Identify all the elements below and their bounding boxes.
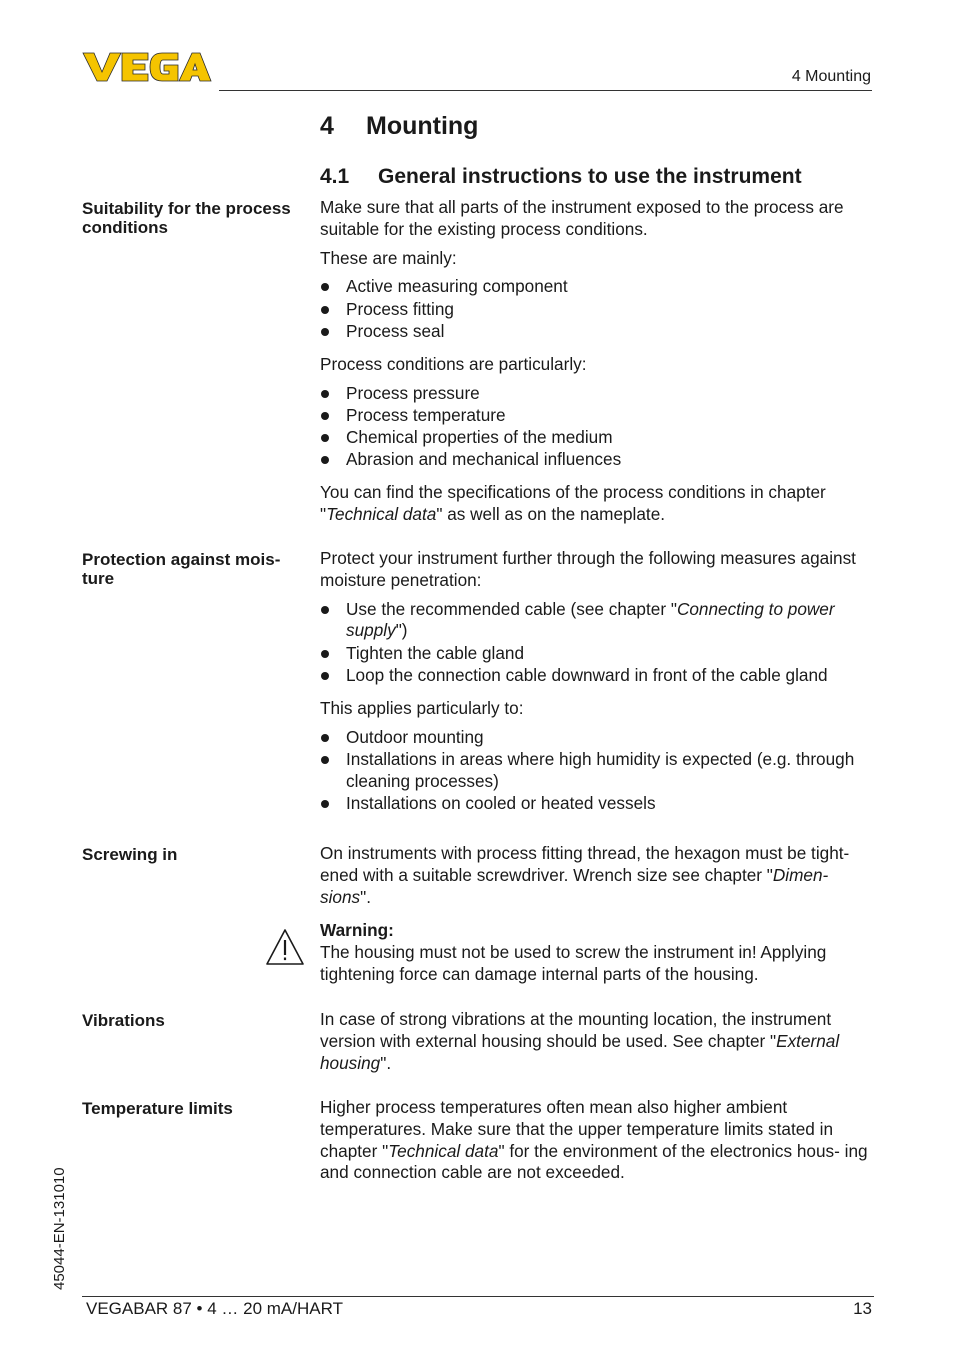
list-item: Process fitting [320,299,880,321]
screwing-block [320,843,880,986]
list-item: Outdoor mounting [320,727,880,749]
applies-label: This applies particularly to: [320,697,524,718]
warning-title: Warning: [320,920,394,941]
moisture-measures-list [320,599,880,687]
list-item: Chemical properties of the medium [320,427,880,449]
side-label-moisture: Protection against mois- ture [82,550,281,588]
chapter-title [320,112,478,141]
side-label-temperature: Temperature limits [82,1099,233,1118]
document-number: 45044-EN-131010 [51,1167,68,1290]
warning-text: The housing must not be used to screw the instrument in! Applying tightening force can damage internal parts of the housing. [320,942,827,984]
suitability-intro: Make sure that all parts of the instrument exposed to the process are suitable for the existing process conditions. [320,197,844,239]
suitability-block [320,197,880,533]
chapter-reference: Technical data [388,1140,499,1161]
list-item: Tighten the cable gland [320,643,880,665]
conditions-label: Process conditions are particularly: [320,353,587,374]
list-item: Active measuring component [320,276,880,298]
mainly-list [320,276,880,342]
header-chapter-label: 4 Mounting [791,68,871,85]
header-divider [219,90,872,91]
chapter-number: 4 [320,112,334,140]
vibrations-block [320,1009,880,1081]
list-item: Abrasion and mechanical influences [320,449,880,471]
footer-product: VEGABAR 87 • 4 … 20 mA/HART [86,1299,343,1318]
moisture-block [320,548,880,826]
side-label-suitability: Suitability for the process conditions [82,199,291,237]
vibrations-text: In case of strong vibrations at the mounting location, the instrument version with external housing should be used. See chapter "External housing". [320,1009,840,1073]
chapter-title-text: Mounting [366,112,479,140]
screwing-text: On instruments with process fitting thread, the hexagon must be tight- ened with a suitable screwdriver. Wrench size see chapter "Dimen- sions". [320,843,850,907]
list-item: Use the recommended cable (see chapter "Connecting to power supply") [320,599,880,643]
vega-logo [82,50,212,84]
section-title [320,165,802,189]
footer-divider [82,1296,874,1297]
list-item: Process seal [320,321,880,343]
applies-list [320,727,880,815]
side-label-vibrations: Vibrations [82,1011,165,1030]
chapter-reference: External housing [320,1030,840,1073]
temperature-block [320,1097,880,1191]
conditions-list [320,383,880,472]
moisture-intro: Protect your instrument further through the following measures against moisture penetration: [320,548,856,590]
temperature-text: Higher process temperatures often mean also higher ambient temperatures. Make sure that the upper temperature limits stated in chapter "Technical data" for the environment of the electronics hous- ing and connection cable are not exceeded. [320,1097,868,1183]
chapter-reference: Dimen- sions [320,864,829,907]
list-item: Installations in areas where high humidity is expected (e.g. through cleaning processes) [320,749,880,793]
list-item: Installations on cooled or heated vessels [320,793,880,815]
chapter-reference: Technical data [326,504,437,525]
list-item: Process pressure [320,383,880,405]
spec-reference: You can find the specifications of the process conditions in chapter "Technical data" as well as on the nameplate. [320,482,826,525]
list-item: Process temperature [320,405,880,427]
side-label-screwing: Screwing in [82,845,178,864]
warning-triangle-icon [265,928,305,966]
list-item: Loop the connection cable downward in front of the cable gland [320,665,880,687]
mainly-label: These are mainly: [320,247,457,268]
section-number: 4.1 [320,165,350,188]
section-title-text: General instructions to use the instrument [378,165,802,188]
page-number: 13 [853,1299,872,1318]
chapter-reference: Connecting to power supply [346,598,835,641]
